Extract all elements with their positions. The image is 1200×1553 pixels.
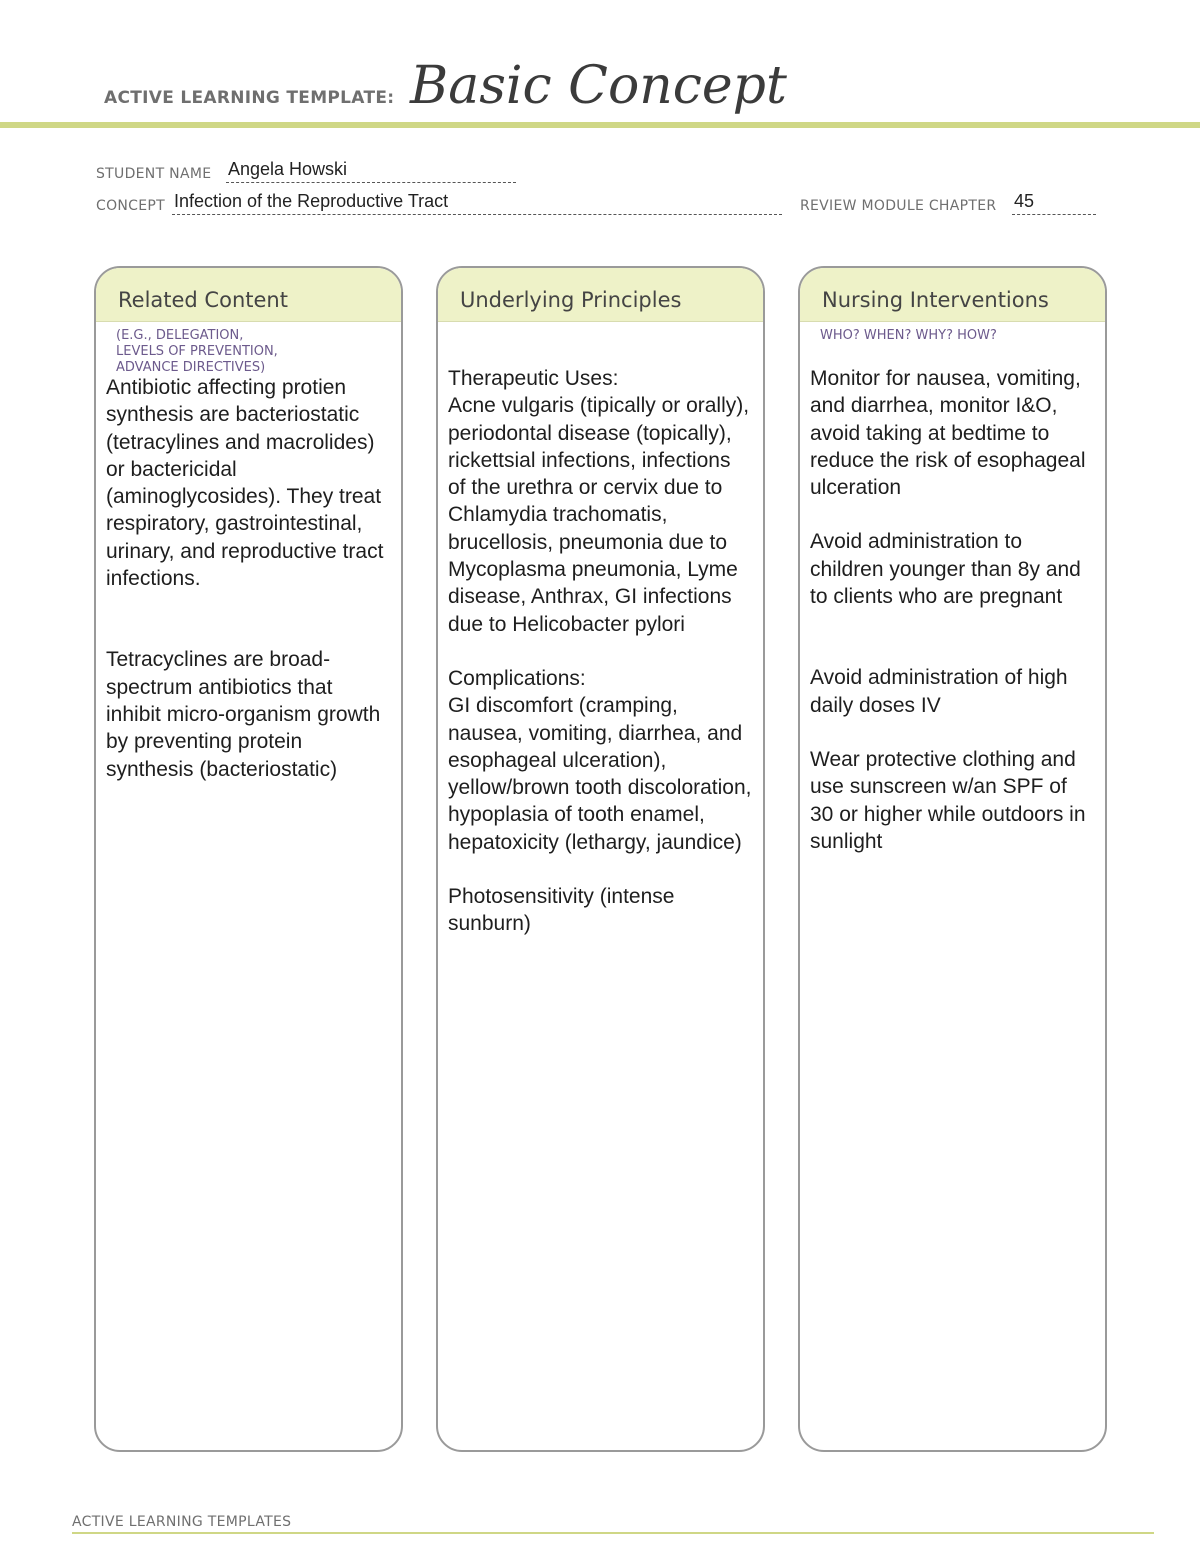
related-content-sub-line: (E.G., DELEGATION, xyxy=(116,328,244,343)
review-module-row xyxy=(800,192,1100,218)
student-name-label: STUDENT NAME xyxy=(96,166,212,182)
header-rule xyxy=(0,122,1200,128)
nursing-interventions-title: Nursing Interventions xyxy=(822,288,1049,312)
related-content-paragraph: Tetracyclines are broad-spectrum antibiotics that inhibit micro-organism growth by preventing protein synthesis (bacteriostatic) xyxy=(106,648,381,781)
nursing-interventions-header xyxy=(800,268,1105,322)
review-module-label: REVIEW MODULE CHAPTER xyxy=(800,198,997,214)
template-label: ACTIVE LEARNING TEMPLATE: xyxy=(104,88,395,108)
student-name-value: Angela Howski xyxy=(228,159,348,179)
nursing-interventions-paragraph: Avoid administration to children younger than 8y and to clients who are pregnant xyxy=(810,530,1081,609)
student-name-field[interactable] xyxy=(226,160,516,183)
footer-label: ACTIVE LEARNING TEMPLATES xyxy=(72,1514,292,1530)
review-module-field[interactable] xyxy=(1012,192,1096,215)
related-content-sub-line: ADVANCE DIRECTIVES) xyxy=(116,360,266,375)
nursing-interventions-column xyxy=(798,266,1107,1452)
nursing-interventions-paragraph: Monitor for nausea, vomiting, and diarrhea, monitor I&O, avoid taking at bedtime to reduce the risk of esophageal ulceration xyxy=(810,367,1086,500)
nursing-interventions-sub-line: WHO? WHEN? WHY? HOW? xyxy=(820,328,997,343)
student-name-row xyxy=(96,160,526,186)
related-content-sub-line: LEVELS OF PREVENTION, xyxy=(116,344,278,359)
underlying-principles-title: Underlying Principles xyxy=(460,288,682,312)
concept-row xyxy=(96,192,796,218)
underlying-principles-paragraph: Complications: GI discomfort (cramping, nausea, vomiting, diarrhea, and esophageal ulceration), yellow/brown tooth discoloration, hypoplasia of tooth enamel, hepatoxicity (lethargy, jaundice) xyxy=(448,666,752,854)
related-content-title: Related Content xyxy=(118,288,288,312)
template-header xyxy=(104,52,1200,122)
concept-label: CONCEPT xyxy=(96,198,165,214)
related-content-column xyxy=(94,266,403,1452)
concept-value: Infection of the Reproductive Tract xyxy=(174,191,449,211)
concept-field[interactable] xyxy=(172,192,782,215)
underlying-principles-paragraph: Photosensitivity (intense sunburn) xyxy=(448,885,675,936)
nursing-interventions-paragraph: Avoid administration of high daily doses IV xyxy=(810,666,1068,717)
review-module-value: 45 xyxy=(1014,191,1035,211)
footer-rule xyxy=(72,1532,1154,1534)
underlying-principles-column xyxy=(436,266,765,1452)
related-content-body[interactable] xyxy=(106,374,391,783)
nursing-interventions-paragraph: Wear protective clothing and use sunscreen w/an SPF of 30 or higher while outdoors in sunlight xyxy=(810,747,1086,853)
template-title: Basic Concept xyxy=(410,56,787,116)
nursing-interventions-body[interactable] xyxy=(810,365,1095,855)
underlying-principles-body[interactable] xyxy=(448,365,753,938)
related-content-header xyxy=(96,268,401,322)
related-content-paragraph: Antibiotic affecting protien synthesis are bacteriostatic (tetracylines and macrolides) or bactericidal (aminoglycosides). They treat respiratory, gastrointestinal, urinary, and reproductive tract infections. xyxy=(106,376,384,591)
underlying-principles-paragraph: Therapeutic Uses: Acne vulgaris (tipically or orally), periodontal disease (topically), rickettsial infections, infections of the urethra or cervix due to Chlamydia trachomatis, brucellosis, pneumonia due to Mycoplasma pneumonia, Lyme disease, Anthrax, GI infections due to Helicobacter pylori xyxy=(448,367,750,636)
related-content-subtitle xyxy=(116,328,401,376)
underlying-principles-header xyxy=(438,268,763,322)
